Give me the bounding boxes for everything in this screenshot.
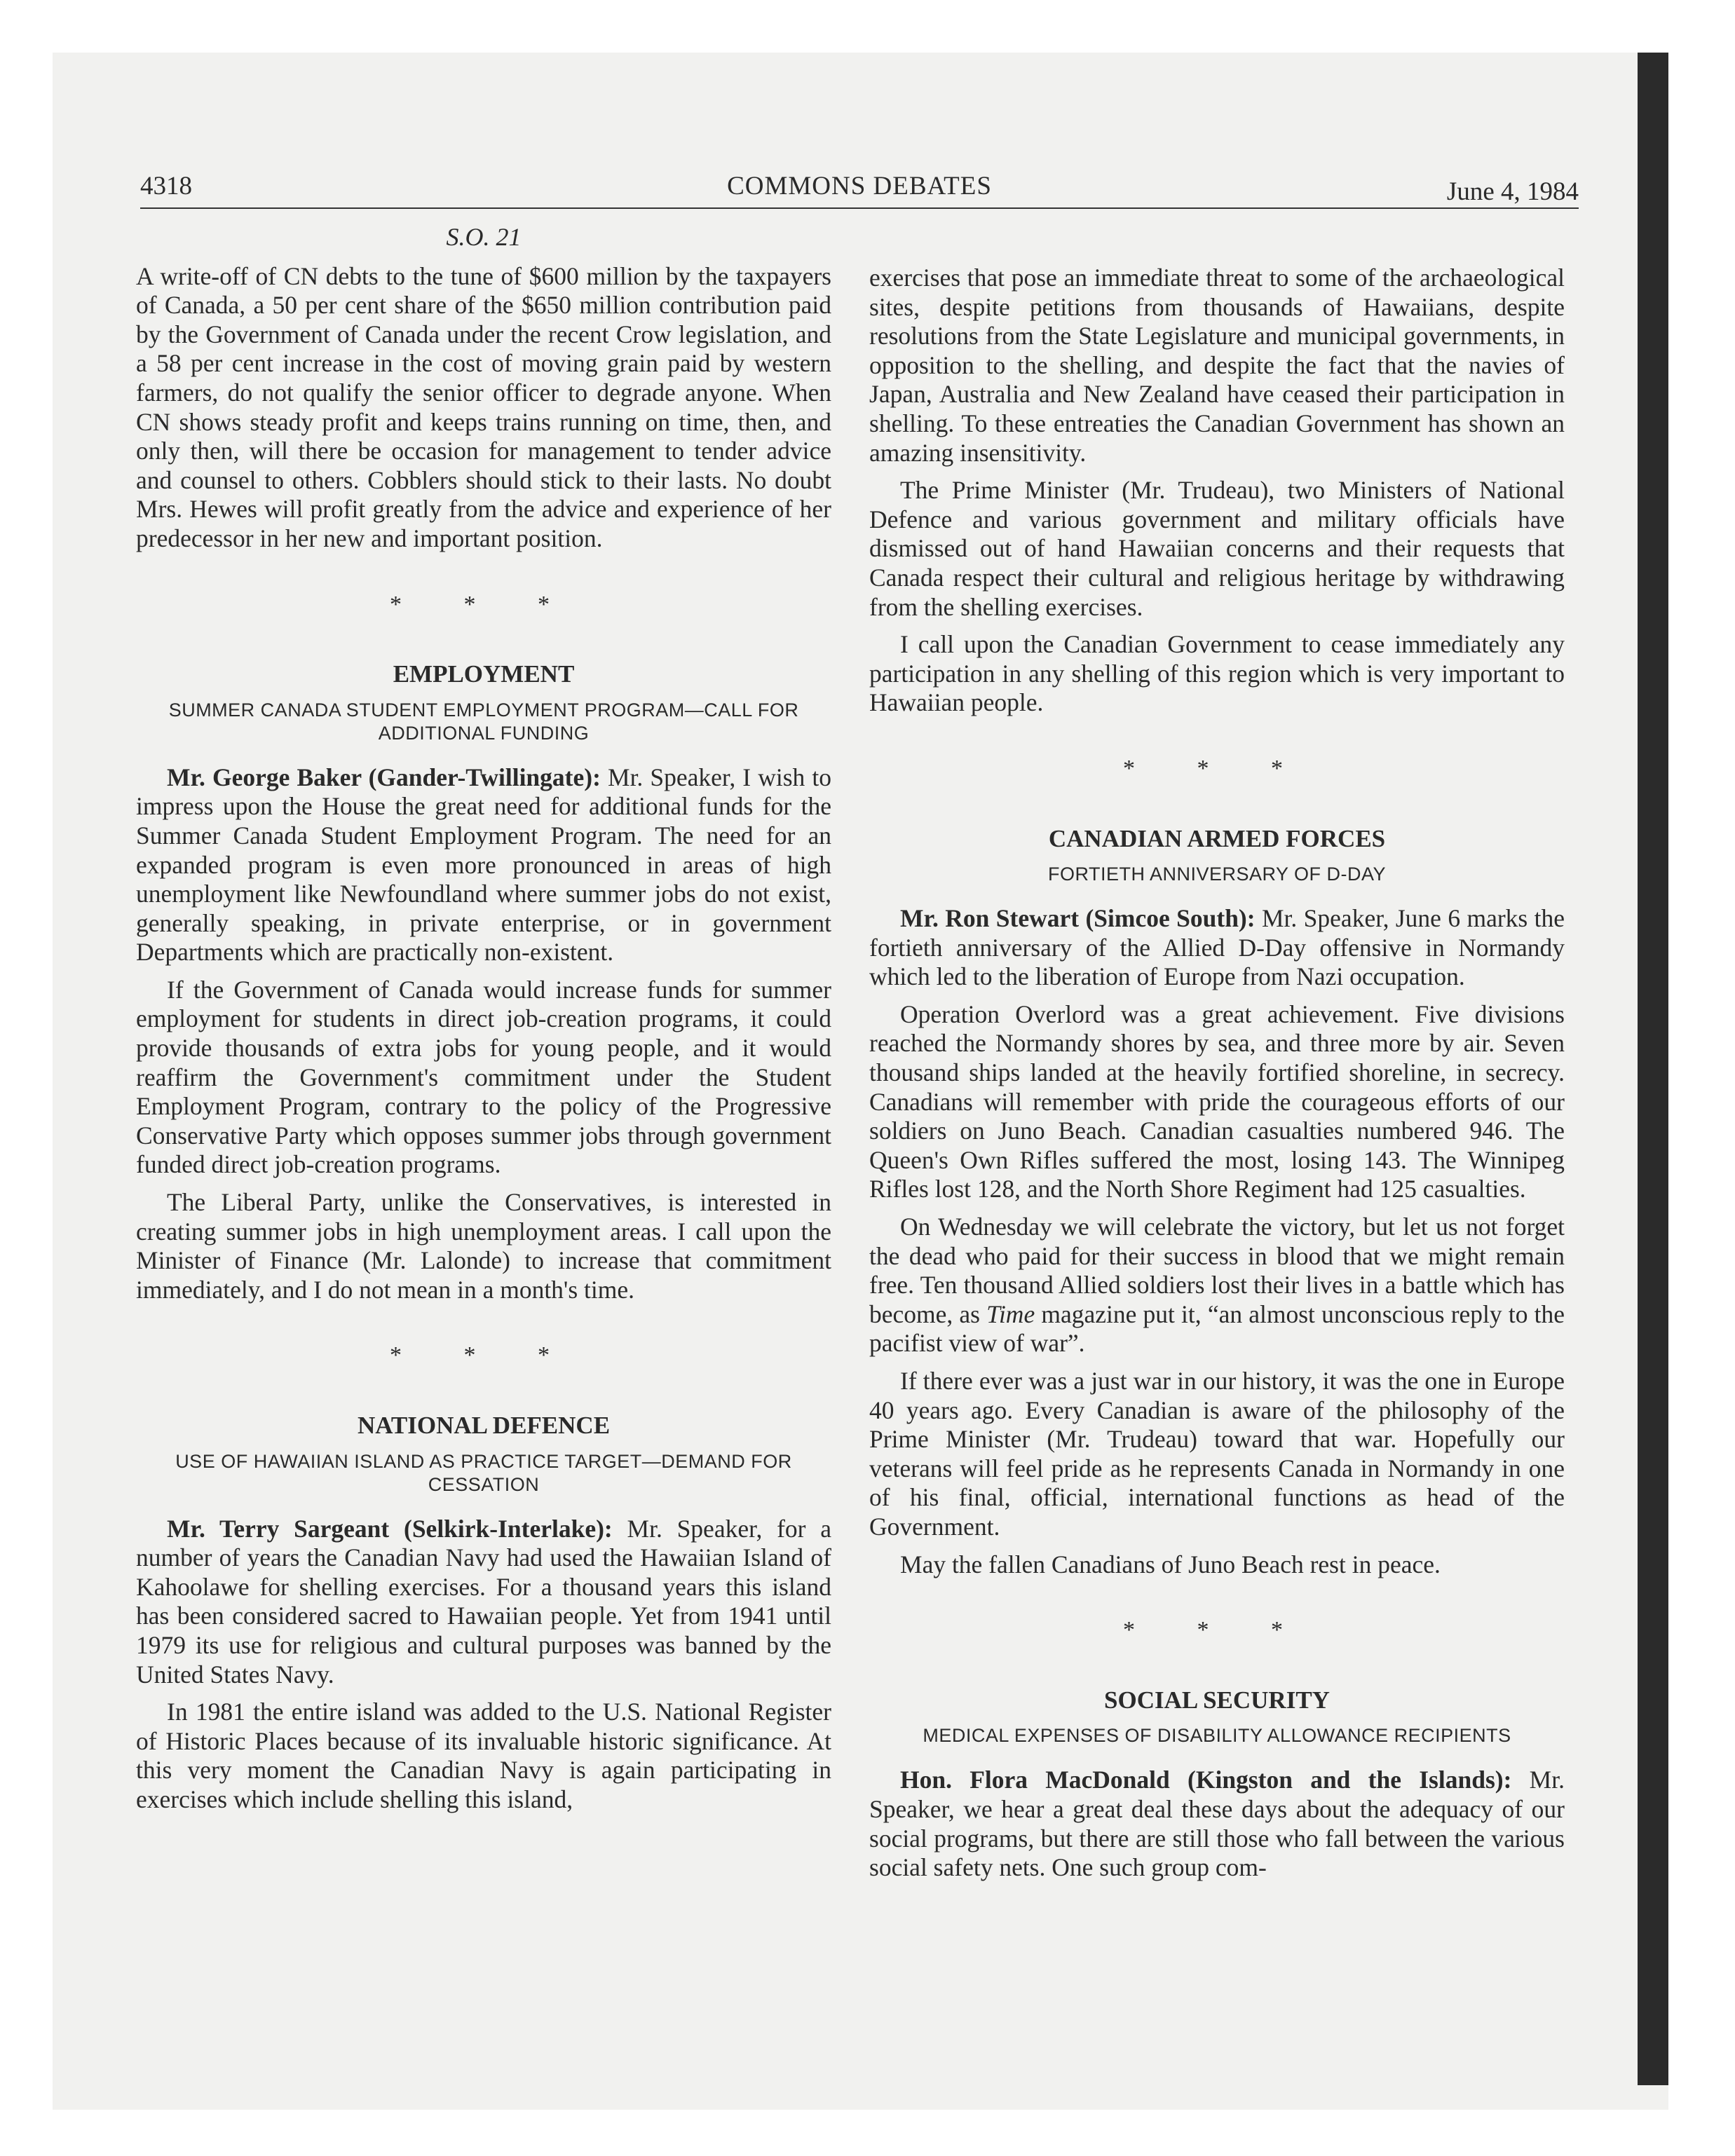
scan-margin-top bbox=[0, 0, 1735, 53]
paragraph: Mr. Ron Stewart (Simcoe South): Mr. Speaker, June 6 marks the fortieth anniversary of the Allied D-Day offensive in Normandy which led to the liberation of Europe from Nazi occupation. bbox=[869, 904, 1565, 991]
paragraph: If there ever was a just war in our history, it was the one in Europe 40 years ago. Every Canadian is aware of the philosophy of the Prime Minister (Mr. Trudeau) toward that war. Hopefully our veterans will feel pride as he represents Canada in Normandy in one of his final, official, international functions as head of the Government. bbox=[869, 1367, 1565, 1541]
scan-margin-left bbox=[0, 0, 53, 2156]
paragraph: The Prime Minister (Mr. Trudeau), two Ministers of National Defence and various government and military officials have dismissed out of hand Hawaiian concerns and their requests that Canada respect their cultural and religious heritage by withdrawing from the shelling exercises. bbox=[869, 476, 1565, 621]
section-heading-employment: EMPLOYMENT bbox=[393, 660, 575, 688]
paragraph: The Liberal Party, unlike the Conservatives, is interested in creating summer jobs in high unemployment areas. I call upon the Minister of Finance (Mr. Lalonde) to increase that commitment immediately, and I do not mean in a month's time. bbox=[136, 1188, 831, 1304]
speaker-name: Mr. George Baker (Gander-Twillingate): bbox=[167, 763, 601, 791]
page-number: 4318 bbox=[140, 172, 192, 200]
publication-title: COMMONS DEBATES bbox=[727, 172, 992, 200]
section-separator: * * * bbox=[1123, 1617, 1311, 1644]
speaker-name: Mr. Ron Stewart (Simcoe South): bbox=[900, 904, 1256, 933]
section-heading-social-security: SOCIAL SECURITY bbox=[1104, 1686, 1330, 1714]
section-separator: * * * bbox=[390, 591, 578, 618]
paragraph: Mr. George Baker (Gander-Twillingate): Mr. Speaker, I wish to impress upon the House the great need for additional funds for the Summer Canada Student Employment Program. The need for an expanded program is even more pronounced in areas of high unemployment like Newfoundland where summer jobs do not exist, generally speaking, in private enterprise, or in government Departments which are practically non-existent. bbox=[136, 763, 832, 967]
scan-binding-shadow bbox=[1638, 53, 1668, 2085]
paragraph: Hon. Flora MacDonald (Kingston and the Islands): Mr. Speaker, we hear a great deal these days about the adequacy of our social programs, but there are still those who fall between the various social safety nets. One such group com- bbox=[869, 1766, 1565, 1882]
paragraph: May the fallen Canadians of Juno Beach rest in peace. bbox=[900, 1550, 1441, 1578]
paragraph: A write-off of CN debts to the tune of $600 million by the taxpayers of Canada, a 50 per cent share of the $650 million contribution paid by the Government of Canada under the recent Crow legislation, and a 58 per cent increase in the cost of moving grain paid by western farmers, do not qualify the senior officer to degrade anyone. When CN shows steady profit and keeps trains running on time, then, and only then, will there be occasion for management to tender advice and counsel to others. Cobblers should stick to their lasts. No doubt Mrs. Hewes will profit greatly from the advice and experience of her predecessor in her new and important position. bbox=[136, 261, 831, 552]
running-header bbox=[140, 167, 1579, 209]
section-subheading: FORTIETH ANNIVERSARY OF D-DAY bbox=[1047, 864, 1387, 885]
section-subheading: MEDICAL EXPENSES OF DISABILITY ALLOWANCE RECIPIENTS bbox=[923, 1725, 1511, 1747]
speaker-name: Hon. Flora MacDonald (Kingston and the Islands): bbox=[900, 1766, 1512, 1794]
scan-margin-bottom bbox=[0, 2110, 1735, 2156]
section-subheading: SUMMER CANADA STUDENT EMPLOYMENT PROGRAM—CALL FOR ADDITIONAL FUNDING bbox=[168, 699, 799, 744]
page-date: June 4, 1984 bbox=[1446, 177, 1579, 206]
section-separator: * * * bbox=[390, 1342, 578, 1369]
section-separator: * * * bbox=[1123, 755, 1311, 782]
paragraph: I call upon the Canadian Government to cease immediately any participation in any shelling of this region which is very important to Hawaiian people. bbox=[869, 630, 1565, 717]
paragraph: Mr. Terry Sargeant (Selkirk-Interlake): Mr. Speaker, for a number of years the Canadian Navy had used the Hawaiian Island of Kahoolawe for shelling exercises. For a thousand years this island has been considered sacred to Hawaiian people. Yet from 1941 until 1979 its use for religious and cultural purposes was banned by the United States Navy. bbox=[136, 1514, 831, 1688]
paragraph: In 1981 the entire island was added to the U.S. National Register of Historic Places because of its invaluable historic significance. At this very moment the Canadian Navy is again participating in exercises which include shelling this island, bbox=[136, 1698, 831, 1813]
right-column bbox=[869, 264, 1565, 1883]
scan-margin-right bbox=[1668, 0, 1735, 2156]
paragraph: Operation Overlord was a great achievement. Five divisions reached the Normandy shores by sea, and three more by air. Seven thousand ships landed at the heavily fortified shoreline, in secrecy. Canadians will remember with pride the courageous efforts of our soldiers on Juno Beach. Canadian casualties numbered 946. The Queen's Own Rifles suffered the most, losing 143. The Winnipeg Rifles lost 128, and the North Shore Regiment had 125 casualties. bbox=[869, 999, 1565, 1203]
paragraph: On Wednesday we will celebrate the victory, but let us not forget the dead who paid for their success in blood that we might remain free. Ten thousand Allied soldiers lost their lives in a battle which has become, as Time magazine put it, “an almost unconscious reply to the pacifist view of war”. bbox=[869, 1213, 1565, 1358]
speaker-name: Mr. Terry Sargeant (Selkirk-Interlake): bbox=[167, 1514, 613, 1543]
left-column bbox=[136, 223, 831, 1815]
section-heading-armed-forces: CANADIAN ARMED FORCES bbox=[1048, 824, 1386, 852]
italic-title: Time bbox=[986, 1299, 1035, 1328]
section-heading-national-defence: NATIONAL DEFENCE bbox=[357, 1412, 611, 1439]
standing-order-label: S.O. 21 bbox=[446, 223, 522, 251]
paragraph: If the Government of Canada would increase funds for summer employment for students in direct job-creation programs, it could provide thousands of extra jobs for young people, and it would reaffirm the Government's commitment under the Student Employment Program, contrary to the policy of the Progressive Conservative Party which opposes summer jobs through government funded direct job-creation programs. bbox=[136, 975, 831, 1179]
paragraph: exercises that pose an immediate threat to some of the archaeological sites, despite petitions from thousands of Hawaiians, despite resolutions from the State Legislature and municipal governments, in opposition to the shelling, and despite the fact that the navies of Japan, Australia and New Zealand have ceased their participation in shelling. To these entreaties the Canadian Government has shown an amazing insensitivity. bbox=[869, 264, 1565, 467]
section-subheading: USE OF HAWAIIAN ISLAND AS PRACTICE TARGET—DEMAND FOR CESSATION bbox=[175, 1450, 792, 1495]
